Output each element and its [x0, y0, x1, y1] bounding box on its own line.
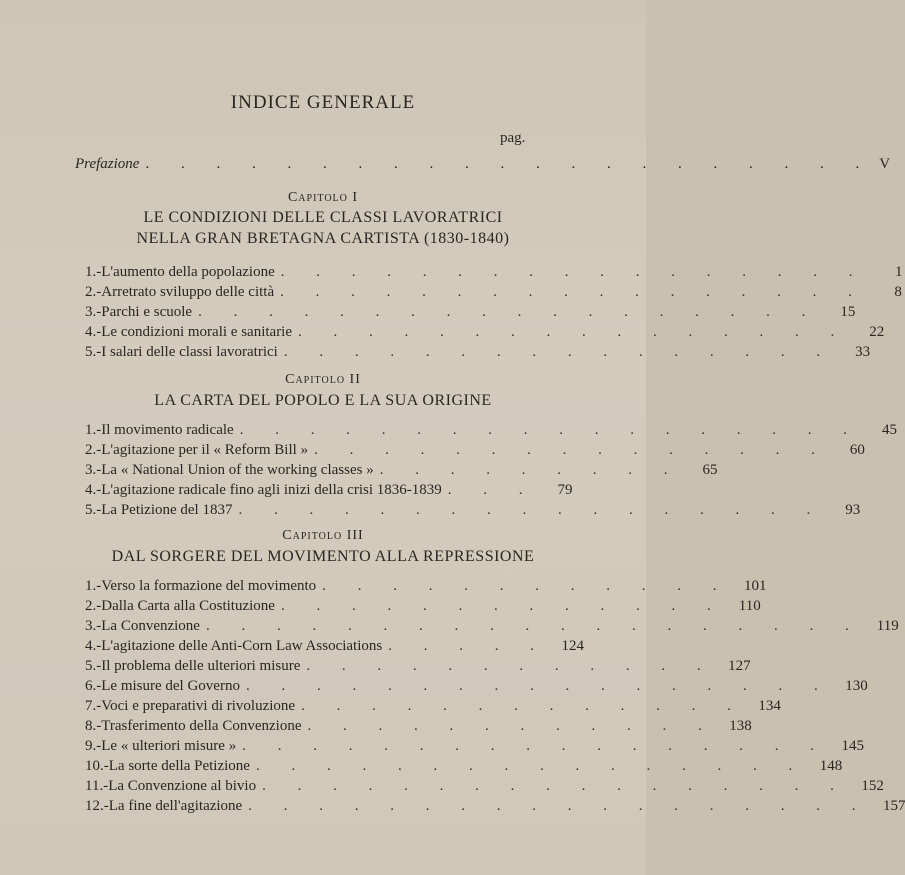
- item-label: Dalla Carta alla Costituzione: [101, 598, 275, 614]
- item-number: 6.: [85, 678, 97, 694]
- toc-row: [85, 576, 767, 596]
- toc-row: [85, 500, 861, 520]
- toc-row: [85, 262, 903, 282]
- chapter-2-title: LA CARTA DEL POPOLO E LA SUA ORIGINE: [154, 392, 492, 409]
- item-number: 5.: [85, 658, 97, 674]
- item-number: 7.: [85, 698, 97, 714]
- separator: -: [96, 658, 102, 674]
- item-page: 8: [894, 284, 902, 300]
- toc-row: [85, 776, 884, 796]
- item-label: I salari delle classi lavoratrici: [101, 344, 278, 360]
- item-page: 134: [758, 698, 781, 714]
- item-page: 101: [743, 578, 767, 594]
- item-page: 22: [869, 324, 885, 340]
- leader-dots: . . . . . . . . . . . . . . . . .: [242, 738, 828, 754]
- item-number: 2.: [85, 442, 97, 458]
- separator: -: [96, 442, 102, 458]
- item-label: La Convenzione: [101, 618, 200, 634]
- item-number: 1.: [85, 264, 97, 280]
- item-number: 10.: [85, 758, 104, 774]
- item-page: 130: [845, 678, 868, 694]
- leader-dots: . . . . . . . . . . . . . . . . . .: [239, 422, 861, 438]
- leader-dots: . . . . . . . . . . . . . . . . .: [245, 678, 832, 694]
- item-label: Verso la formazione del movimento: [101, 578, 317, 594]
- item-number: 12.: [85, 798, 104, 814]
- separator: -: [96, 284, 102, 300]
- item-number: 9.: [85, 738, 97, 754]
- item-number: 5.: [85, 502, 97, 518]
- leader-dots: . . . . . . . . . . . . . . . . . . .: [205, 618, 863, 634]
- item-number: 5.: [85, 344, 97, 360]
- item-label: La Petizione del 1837: [101, 502, 233, 518]
- page-title: INDICE GENERALE: [230, 92, 416, 113]
- separator: -: [96, 502, 102, 518]
- item-label: Il movimento radicale: [101, 422, 234, 438]
- leader-dots: . . . . . . . . . . . . .: [301, 698, 745, 714]
- item-label: La sorte della Petizione: [108, 758, 250, 774]
- item-number: 3.: [85, 304, 97, 320]
- toc-row: [85, 636, 584, 656]
- item-number: 3.: [85, 462, 97, 478]
- separator: -: [103, 778, 109, 794]
- toc-row: [85, 756, 843, 776]
- leader-dots: . . . . . . . . . . . . . . . .: [255, 758, 807, 774]
- preface-page: V: [879, 156, 891, 172]
- leader-dots: . . . . . . . . . . . . . . . . .: [280, 284, 866, 300]
- item-label: Trasferimento della Convenzione: [101, 718, 302, 734]
- item-label: L'agitazione radicale fino agli inizi della crisi 1836-1839: [101, 482, 442, 498]
- toc-row: [85, 460, 718, 480]
- toc-row: [85, 796, 905, 816]
- separator: -: [96, 304, 102, 320]
- toc-row: [85, 302, 856, 322]
- item-number: 11.: [85, 778, 104, 794]
- leader-dots: . . . . . . . . . . . . . . . . .: [238, 502, 825, 518]
- item-page: 148: [819, 758, 843, 774]
- item-label: La fine dell'agitazione: [108, 798, 243, 814]
- item-number: 3.: [85, 618, 97, 634]
- leader-dots: . . . . . . . . . . . . . . . . .: [280, 264, 867, 280]
- toc-row: [85, 656, 751, 676]
- item-number: 1.: [85, 578, 97, 594]
- item-page: 93: [845, 502, 861, 518]
- item-label: Le misure del Governo: [101, 678, 240, 694]
- chapter-1-title-line-2: NELLA GRAN BRETAGNA CARTISTA (1830-1840): [136, 230, 510, 247]
- separator: -: [96, 618, 102, 634]
- item-label: La Convenzione al bivio: [108, 778, 257, 794]
- item-number: 1.: [85, 422, 97, 438]
- chapter-3-title: DAL SORGERE DEL MOVIMENTO ALLA REPRESSIONE: [111, 548, 535, 565]
- preface-label: Prefazione: [75, 156, 140, 172]
- leader-dots: . . . . . . . . . . . . . . . . . .: [198, 304, 820, 320]
- item-label: L'agitazione delle Anti-Corn Law Associations: [101, 638, 383, 654]
- leader-dots: . . . . . . . . . . . . . . . . . .: [248, 798, 870, 814]
- item-label: Parchi e scuole: [101, 304, 193, 320]
- separator: -: [96, 578, 102, 594]
- item-page: 79: [557, 482, 573, 498]
- item-number: 2.: [85, 598, 97, 614]
- item-page: 45: [881, 422, 897, 438]
- leader-dots: . . . . . . . . . . . . .: [280, 598, 725, 614]
- separator: -: [103, 798, 109, 814]
- leader-dots: . . . . . . . . . . . .: [322, 578, 731, 594]
- toc-row: [85, 322, 885, 342]
- item-label: Voci e preparativi di rivoluzione: [101, 698, 296, 714]
- toc-row: [85, 696, 781, 716]
- pag-label: pag.: [500, 130, 526, 146]
- item-label: La « National Union of the working classes »: [101, 462, 374, 478]
- separator: -: [96, 638, 102, 654]
- separator: -: [96, 462, 102, 478]
- leader-dots: . . . . . . . . . . . . . . . .: [298, 324, 849, 340]
- leader-dots: . . . . . . . . . . . . . . . . .: [262, 778, 848, 794]
- toc-row: [85, 440, 865, 460]
- item-number: 8.: [85, 718, 97, 734]
- leader-dots: . . .: [447, 482, 537, 498]
- item-page: 33: [855, 344, 871, 360]
- chapter-3-label: Capitolo III: [282, 528, 364, 543]
- item-label: L'aumento della popolazione: [101, 264, 275, 280]
- toc-row: [85, 676, 868, 696]
- toc-row: [85, 420, 897, 440]
- leader-dots: . . . . .: [388, 638, 548, 654]
- chapter-1-title-line-1: LE CONDIZIONI DELLE CLASSI LAVORATRICI: [143, 209, 503, 226]
- separator: -: [96, 698, 102, 714]
- separator: -: [96, 264, 102, 280]
- item-page: 119: [876, 618, 899, 634]
- leader-dots: . . . . . . . . . . . . . . . . . . . . .: [145, 156, 874, 172]
- leader-dots: . . . . . . . . . . . . . . .: [314, 442, 829, 458]
- chapter-1-label: Capitolo I: [287, 190, 359, 205]
- separator: -: [96, 344, 102, 360]
- item-number: 4.: [85, 638, 97, 654]
- item-number: 4.: [85, 482, 97, 498]
- separator: -: [96, 598, 102, 614]
- toc-row: [85, 736, 864, 756]
- toc-row: [85, 716, 752, 736]
- item-page: 65: [702, 462, 718, 478]
- item-page: 110: [738, 598, 761, 614]
- item-label: Le « ulteriori misure »: [101, 738, 237, 754]
- item-page: 152: [861, 778, 884, 794]
- item-label: Arretrato sviluppo delle città: [101, 284, 275, 300]
- item-page: 157: [882, 798, 905, 814]
- item-label: Le condizioni morali e sanitarie: [101, 324, 293, 340]
- leader-dots: . . . . . . . . . . . . . . . .: [283, 344, 835, 360]
- item-page: 145: [841, 738, 864, 754]
- preface-row: [75, 156, 891, 176]
- item-label: L'agitazione per il « Reform Bill »: [101, 442, 309, 458]
- separator: -: [96, 718, 102, 734]
- leader-dots: . . . . . . . . .: [379, 462, 682, 478]
- item-number: 4.: [85, 324, 97, 340]
- toc-row: [85, 596, 761, 616]
- toc-row: [85, 480, 573, 500]
- toc-row: [85, 616, 899, 636]
- toc-row: [85, 282, 902, 302]
- item-page: 60: [849, 442, 865, 458]
- separator: -: [96, 422, 102, 438]
- separator: -: [103, 758, 109, 774]
- separator: -: [96, 482, 102, 498]
- separator: -: [96, 324, 102, 340]
- item-label: Il problema delle ulteriori misure: [101, 658, 301, 674]
- item-number: 2.: [85, 284, 97, 300]
- separator: -: [96, 738, 102, 754]
- leader-dots: . . . . . . . . . . . .: [306, 658, 715, 674]
- item-page: 15: [840, 304, 856, 320]
- item-page: 127: [728, 658, 751, 674]
- toc-row: [85, 342, 871, 362]
- leader-dots: . . . . . . . . . . . .: [307, 718, 716, 734]
- item-page: 1: [894, 264, 903, 280]
- chapter-2-label: Capitolo II: [285, 372, 361, 387]
- item-page: 138: [729, 718, 752, 734]
- item-page: 124: [561, 638, 584, 654]
- separator: -: [96, 678, 102, 694]
